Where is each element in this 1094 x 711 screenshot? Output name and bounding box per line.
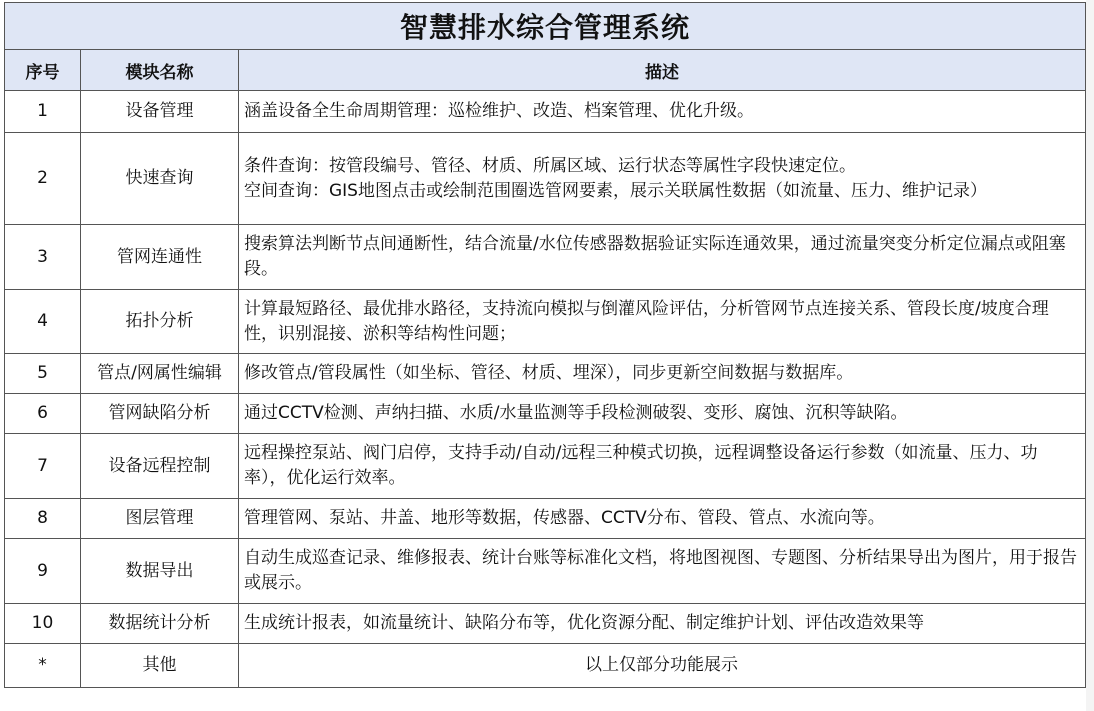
description-line: 通过CCTV检测、声纳扫描、水质/水量监测等手段检测破裂、变形、腐蚀、沉积等缺陷。 <box>244 403 908 423</box>
description-line: 修改管点/管段属性（如坐标、管径、材质、埋深），同步更新空间数据与数据库。 <box>244 363 854 383</box>
row-number: 5 <box>5 354 81 394</box>
description-line: 涵盖设备全生命周期管理：巡检维护、改造、档案管理、优化升级。 <box>244 101 754 121</box>
table-body <box>5 91 1086 688</box>
module-name: 管网连通性 <box>81 225 239 290</box>
module-description <box>239 290 1086 354</box>
table-row <box>5 290 1086 354</box>
module-name: 其他 <box>81 644 239 688</box>
row-number: 8 <box>5 499 81 539</box>
sheet-edge <box>1086 0 1094 711</box>
description-line: 条件查询：按管段编号、管径、材质、所属区域、运行状态等属性字段快速定位。 <box>244 155 856 176</box>
module-description <box>239 133 1086 225</box>
description-line: 生成统计报表，如流量统计、缺陷分布等，优化资源分配、制定维护计划、评估改造效果等 <box>244 613 924 633</box>
description-line: 计算最短路径、最优排水路径，支持流向模拟与倒灌风险评估，分析管网节点连接关系、管段长度/坡度合理性，识别混接、淤积等结构性问题； <box>244 298 1049 344</box>
module-description <box>239 91 1086 133</box>
description-line: 空间查询：GIS地图点击或绘制范围圈选管网要素，展示关联属性数据（如流量、压力、维护记录） <box>244 180 987 201</box>
table-row <box>5 604 1086 644</box>
row-number: 1 <box>5 91 81 133</box>
module-name: 管网缺陷分析 <box>81 394 239 434</box>
module-table <box>4 2 1086 688</box>
module-description <box>239 434 1086 499</box>
module-name: 数据导出 <box>81 539 239 604</box>
module-name: 数据统计分析 <box>81 604 239 644</box>
table-row <box>5 434 1086 499</box>
table-title: 智慧排水综合管理系统 <box>5 3 1086 50</box>
module-name: 图层管理 <box>81 499 239 539</box>
table-row <box>5 225 1086 290</box>
table-row <box>5 133 1086 225</box>
table-row <box>5 539 1086 604</box>
header-row <box>5 50 1086 91</box>
module-name: 管点/网属性编辑 <box>81 354 239 394</box>
row-number: 6 <box>5 394 81 434</box>
header-desc: 描述 <box>239 50 1086 91</box>
description-line: 管理管网、泵站、井盖、地形等数据，传感器、CCTV分布、管段、管点、水流向等。 <box>244 508 885 528</box>
row-number: 7 <box>5 434 81 499</box>
description-line: 自动生成巡查记录、维修报表、统计台账等标准化文档，将地图视图、专题图、分析结果导出为图片，用于报告或展示。 <box>244 548 1077 593</box>
row-number: 2 <box>5 133 81 225</box>
module-description <box>239 499 1086 539</box>
row-number: * <box>5 644 81 688</box>
module-name: 设备管理 <box>81 91 239 133</box>
header-name: 模块名称 <box>81 50 239 91</box>
module-description <box>239 604 1086 644</box>
spreadsheet-table-wrapper <box>4 2 1086 688</box>
table-row <box>5 499 1086 539</box>
module-description <box>239 644 1086 688</box>
module-description <box>239 225 1086 290</box>
row-number: 9 <box>5 539 81 604</box>
module-description <box>239 394 1086 434</box>
module-description <box>239 539 1086 604</box>
module-description <box>239 354 1086 394</box>
row-number: 3 <box>5 225 81 290</box>
module-name: 拓扑分析 <box>81 290 239 354</box>
description-line: 远程操控泵站、阀门启停，支持手动/自动/远程三种模式切换，远程调整设备运行参数（如流量、压力、功率），优化运行效率。 <box>244 443 1038 488</box>
description-line: 以上仅部分功能展示 <box>585 655 738 675</box>
description-line: 搜索算法判断节点间通断性，结合流量/水位传感器数据验证实际连通效果，通过流量突变分析定位漏点或阻塞段。 <box>244 234 1066 279</box>
table-row <box>5 354 1086 394</box>
row-number: 10 <box>5 604 81 644</box>
title-row <box>5 3 1086 50</box>
header-no: 序号 <box>5 50 81 91</box>
table-row <box>5 91 1086 133</box>
module-name: 快速查询 <box>81 133 239 225</box>
module-name: 设备远程控制 <box>81 434 239 499</box>
table-row <box>5 394 1086 434</box>
row-number: 4 <box>5 290 81 354</box>
table-row <box>5 644 1086 688</box>
